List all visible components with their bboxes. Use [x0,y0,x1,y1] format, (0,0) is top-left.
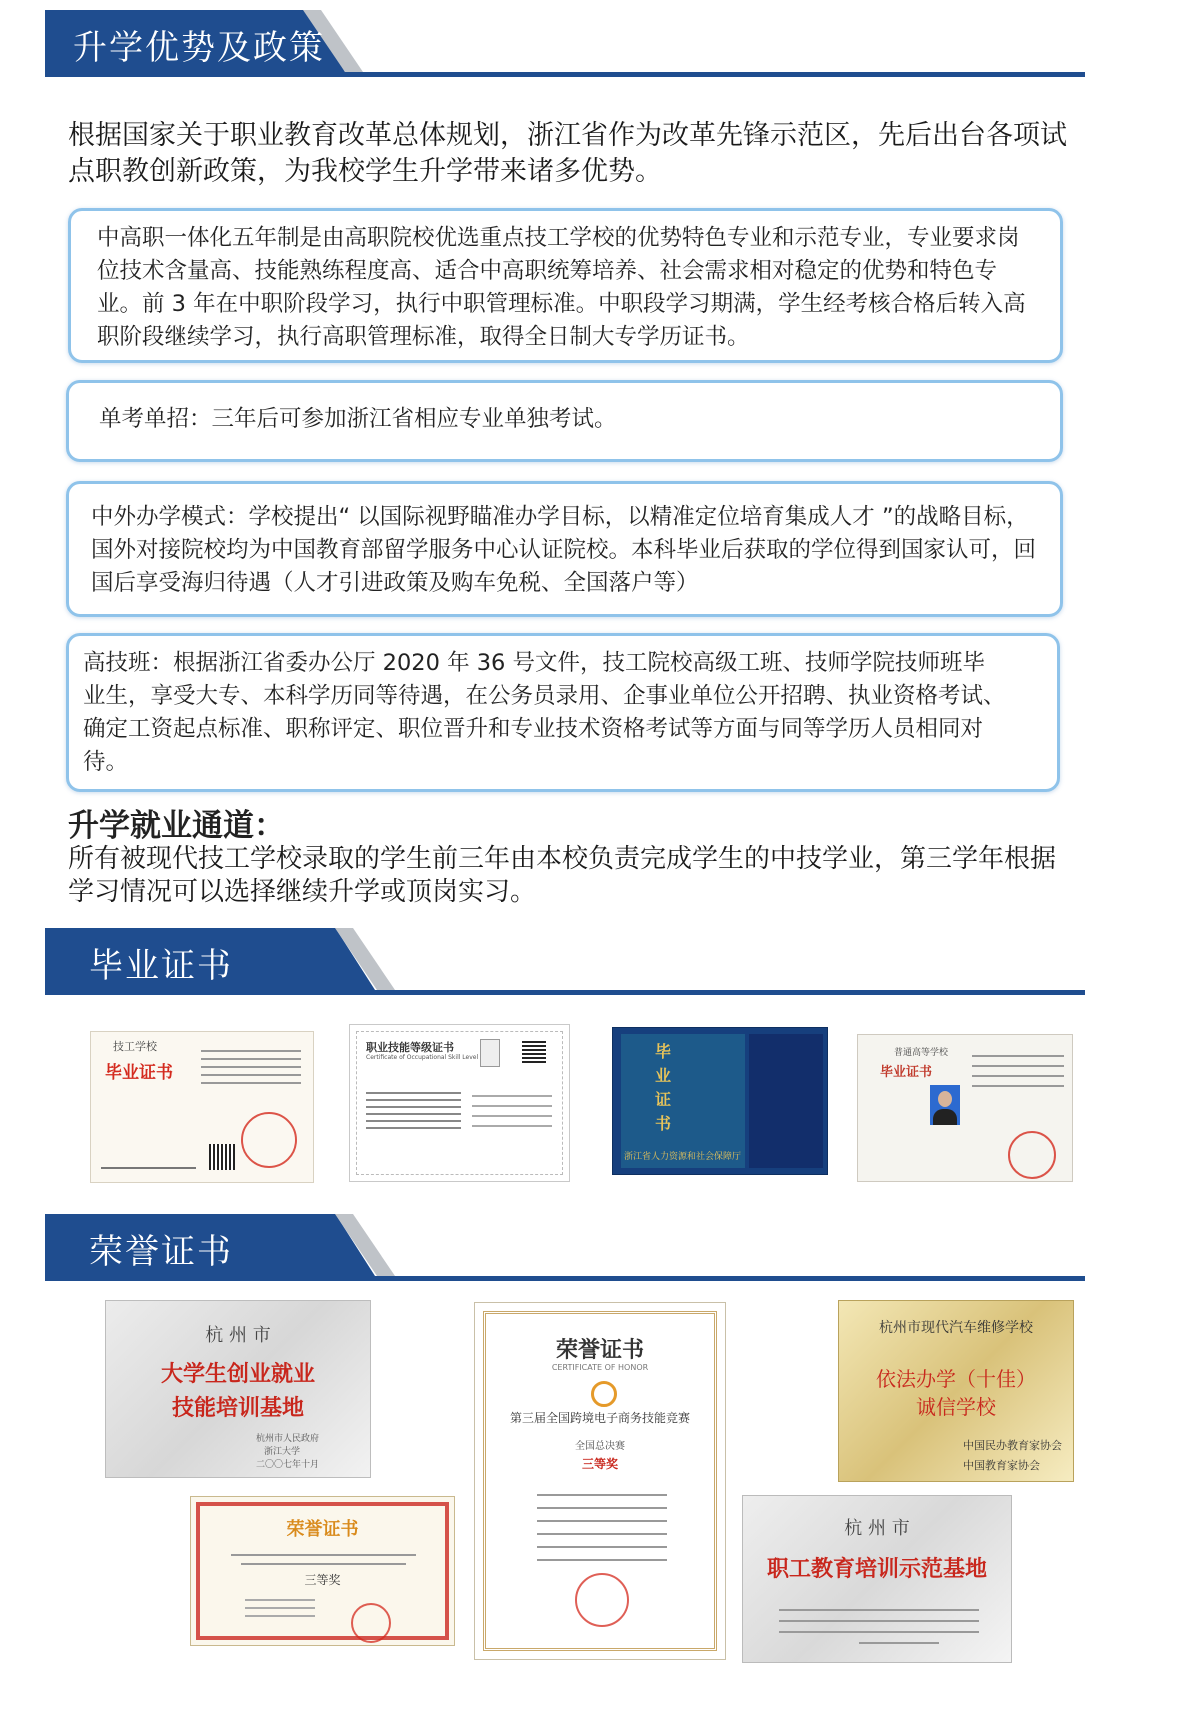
plaque-title: 职工教育培训示范基地 [766,1556,987,1582]
plaque-issuer: 中国教育家协会 [963,1459,1040,1472]
graduation-certificate-3 [612,1027,828,1175]
cert-text-lines [231,1547,416,1572]
cert-subtitle: CERTIFICATE OF HONOR [551,1363,649,1372]
plaque-school: 杭州市现代汽车维修学校 [879,1320,1033,1336]
competition-stage: 全国总决赛 [575,1441,625,1452]
cert-title: 荣誉证书 [286,1519,359,1540]
section-header-honor [45,1214,1085,1284]
cert-subtitle: Certificate of Occupational Skill Level [366,1054,479,1061]
red-seal-icon [1008,1131,1056,1179]
red-seal-icon [241,1112,297,1168]
cert-text-lines [537,1483,667,1572]
cert-text-lines [972,1047,1064,1095]
info-box-five-year [68,208,1063,363]
section-header-policy [45,10,1085,80]
graduation-certificate-1 [90,1031,314,1183]
plaque-issuer: 杭州市人民政府 [256,1434,320,1444]
red-seal-icon [575,1573,629,1627]
info-box-text: 高技班：根据浙江省委办公厅 2020 年 36 号文件，技工院校高级工班、技师学院技师班毕业生，享受大专、本科学历同等待遇，在公务员录用、企事业单位公开招聘、执业资格考试、确定工资起点标准、职称评定、职位晋升和专业技术资格考试等方面与同等学历人员相同对待。 [83,650,1006,775]
cert-title: 毕业证书 [880,1065,933,1080]
cert-text-lines [779,1600,979,1653]
plaque-issuer: 浙江大学 [264,1447,301,1457]
header-rule [45,990,1085,995]
info-box-text: 中高职一体化五年制是由高职院校优选重点技工学校的优势特色专业和示范专业，专业要求岗位技术含量高、技能熟练程度高、适合中高职统筹培养、社会需求相对稳定的优势和特色专业。前 3 年在中职阶段学习，执行中职管理标准。中职段学习期满，学生经考核合格后转入高职阶段继续学习，执行高职管理标准，取得全日制大专学历证书。 [97,225,1026,350]
cert-title: 职业技能等级证书 [366,1041,454,1054]
info-box-advanced-class [66,633,1060,792]
intro-paragraph: 根据国家关于职业教育改革总体规划，浙江省作为改革先锋示范区，先后出台各项试点职教创新政策，为我校学生升学带来诸多优势。 [68,120,1067,187]
honor-certificate-crossborder-ecommerce [474,1302,726,1660]
qr-code-icon [209,1144,235,1170]
info-box-text: 中外办学模式：学校提出“ 以国际视野瞄准办学目标，以精准定位培育集成人才 ”的战略目标，国外对接院校均为中国教育部留学服务中心认证院校。本科毕业后获取的学位得到国家认可，回国后享受海归待遇（人才引进政策及购车免税、全国落户等） [91,504,1037,596]
competition-name: 第三届全国跨境电子商务技能竞赛 [509,1411,690,1425]
plaque-city: 杭 州 市 [844,1518,910,1539]
photo-icon [480,1039,500,1067]
cert-text-lines [201,1044,301,1090]
plaque-date: 二〇〇七年十月 [256,1460,320,1470]
plaque-city: 杭 州 市 [205,1325,271,1346]
student-photo [930,1085,960,1125]
award-level: 三等奖 [304,1573,341,1587]
cert-text-lines [101,1167,196,1169]
cert-school-label: 普通高等学校 [894,1048,949,1058]
cert-school-label: 技工学校 [113,1040,157,1053]
pathway-heading: 升学就业通道： [68,808,285,844]
cert-title: 毕业证书 [655,1042,672,1133]
award-level: 三等奖 [581,1457,618,1471]
plaque-title-line2: 技能培训基地 [171,1395,304,1421]
header-rule [45,72,1085,77]
info-box-single-exam [66,380,1063,462]
pathway-text: 所有被现代技工学校录取的学生前三年由本校负责完成学生的中技学业，第三学年根据学习情况可以选择继续升学或顶岗实习。 [68,844,1057,907]
red-seal-icon [351,1603,391,1643]
honor-plaque-entrepreneur-base [105,1300,371,1478]
plaque-title-line2: 诚信学校 [916,1395,996,1419]
section-header-graduation [45,928,1085,998]
cert-issuer: 浙江省人力资源和社会保障厅 [624,1152,742,1162]
cert-text-lines [245,1593,315,1623]
cert-title: 毕业证书 [105,1063,173,1083]
plaque-title-line1: 大学生创业就业 [160,1361,315,1387]
header-rule [45,1276,1085,1281]
honor-plaque-employee-training-base [742,1495,1012,1663]
honor-plaque-integrity-school [838,1300,1074,1482]
qr-code-icon [522,1039,546,1063]
section-title: 升学优势及政策 [73,28,325,68]
section-title: 荣誉证书 [89,1232,233,1272]
honor-certificate-mobile-ecommerce [190,1496,455,1646]
graduation-certificate-4 [857,1034,1073,1182]
info-box-international [66,481,1063,617]
award-emblem-icon [591,1381,617,1407]
cert-text-lines [366,1087,461,1134]
graduation-certificate-2 [349,1024,570,1182]
cert-text-lines [472,1087,552,1135]
info-box-text: 单考单招：三年后可参加浙江省相应专业单独考试。 [99,406,617,432]
plaque-issuer: 中国民办教育家协会 [963,1439,1062,1452]
section-title: 毕业证书 [89,946,233,986]
cert-title: 荣誉证书 [555,1337,644,1363]
plaque-title-line1: 依法办学（十佳） [876,1367,1036,1391]
